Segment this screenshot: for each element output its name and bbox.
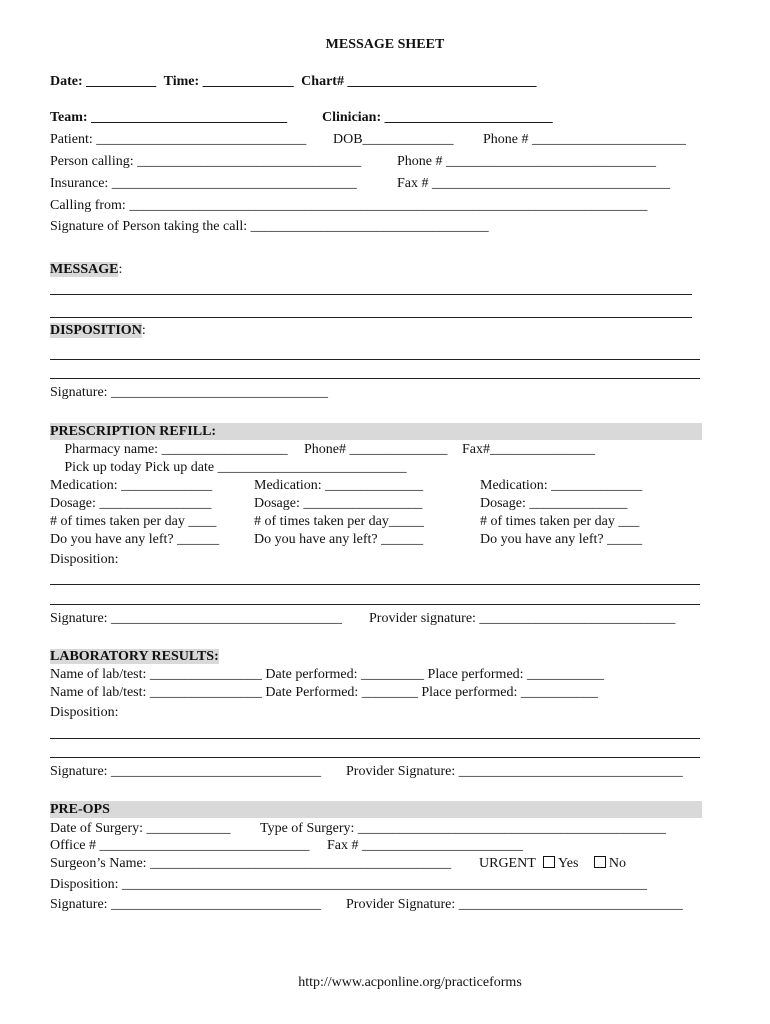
preops-heading: PRE-OPS: [50, 802, 110, 817]
lab-disposition-line-2[interactable]: [50, 757, 700, 758]
footer-url[interactable]: http://www.acponline.org/practiceforms: [298, 975, 522, 990]
refill-disposition-line-1[interactable]: [50, 584, 700, 585]
pharmacy-phone-field[interactable]: Phone# ______________: [304, 442, 448, 457]
urgent-no-checkbox[interactable]: [594, 856, 606, 868]
times-taken-field[interactable]: # of times taken per day ___: [480, 514, 640, 529]
disposition-line-1[interactable]: [50, 359, 700, 360]
disposition-line-2[interactable]: [50, 378, 700, 379]
medication-column-2: [254, 477, 424, 549]
refill-signature-field[interactable]: Signature: _________________________________: [50, 611, 343, 626]
any-left-field[interactable]: Do you have any left? ______: [254, 532, 424, 547]
team-field[interactable]: Team: ____________________________: [50, 110, 288, 125]
patient-field[interactable]: Patient: ______________________________: [50, 132, 307, 147]
times-taken-field[interactable]: # of times taken per day ____: [50, 514, 217, 529]
urgent-yes-label: Yes: [558, 856, 579, 871]
dob-field[interactable]: DOB_____________: [333, 132, 454, 147]
lab-heading: [50, 648, 219, 666]
message-line-1[interactable]: [50, 294, 692, 295]
clinician-field[interactable]: Clinician: ________________________: [322, 110, 553, 125]
disposition-signature-field[interactable]: Signature: _______________________________: [50, 385, 329, 400]
preops-signature-field[interactable]: Signature: ______________________________: [50, 897, 322, 912]
lab-provider-signature-field[interactable]: Provider Signature: ________________________________: [346, 764, 683, 779]
lab-label: LABORATORY RESULTS:: [50, 649, 219, 664]
lab-row-2[interactable]: Name of lab/test: ________________ Date Performed: ________ Place performed: ___________: [50, 685, 598, 700]
message-heading: [50, 261, 122, 279]
pickup-field[interactable]: Pick up today Pick up date ___________________________: [50, 460, 393, 475]
insurance-field[interactable]: Insurance: ___________________________________: [50, 176, 357, 191]
refill-provider-signature-field[interactable]: Provider signature: ____________________________: [369, 611, 676, 626]
preops-provider-signature-field[interactable]: Provider Signature: ________________________________: [346, 897, 683, 912]
urgent-group: [479, 855, 626, 873]
team-row: [50, 109, 287, 127]
patient-phone-field[interactable]: Phone # ______________________: [483, 132, 686, 147]
refill-heading: PRESCRIPTION REFILL:: [50, 424, 217, 439]
disposition-heading: [50, 322, 146, 340]
lab-signature-field[interactable]: Signature: ______________________________: [50, 764, 322, 779]
surgery-type-field[interactable]: Type of Surgery: ____________________________________________: [260, 821, 666, 836]
header-row: [50, 73, 536, 91]
insurance-fax-field[interactable]: Fax # __________________________________: [397, 176, 670, 191]
lab-row-1[interactable]: Name of lab/test: ________________ Date performed: _________ Place performed: ___________: [50, 667, 605, 682]
date-field[interactable]: Date: __________: [50, 74, 157, 89]
time-field[interactable]: Time: _____________: [163, 74, 294, 89]
preops-disposition-field[interactable]: Disposition: ___________________________________________________________________________: [50, 877, 647, 892]
calling-from-field[interactable]: Calling from: __________________________________________________________________________: [50, 198, 648, 213]
dosage-field[interactable]: Dosage: _________________: [254, 496, 423, 511]
person-calling-field[interactable]: Person calling: ________________________________: [50, 154, 362, 169]
caller-phone-field[interactable]: Phone # ______________________________: [397, 154, 656, 169]
page-title: MESSAGE SHEET: [325, 37, 445, 52]
medication-column-1: [50, 477, 219, 549]
any-left-field[interactable]: Do you have any left? _____: [480, 532, 643, 547]
urgent-no-label: No: [608, 856, 627, 871]
chart-field[interactable]: Chart# ___________________________: [301, 74, 537, 89]
disposition-label: DISPOSITION: [50, 323, 142, 338]
lab-disposition-line-1[interactable]: [50, 738, 700, 739]
pharmacy-fax-field[interactable]: Fax#_______________: [462, 442, 595, 457]
message-label: MESSAGE: [50, 262, 119, 277]
surgeon-name-field[interactable]: Surgeon’s Name: ___________________________________________: [50, 856, 452, 871]
message-line-2[interactable]: [50, 317, 692, 318]
refill-disposition-label: Disposition:: [50, 552, 119, 567]
office-field[interactable]: Office # ______________________________: [50, 838, 310, 853]
medication-field[interactable]: Medication: ______________: [254, 478, 424, 493]
urgent-yes-checkbox[interactable]: [543, 856, 555, 868]
message-colon: :: [118, 262, 123, 277]
dosage-field[interactable]: Dosage: ________________: [50, 496, 212, 511]
pharmacy-name-field[interactable]: Pharmacy name: __________________: [50, 442, 274, 457]
call-taker-signature-field[interactable]: Signature of Person taking the call: __________________________________: [50, 219, 489, 234]
medication-column-3: [480, 477, 642, 549]
disposition-colon: :: [141, 323, 146, 338]
dosage-field[interactable]: Dosage: ______________: [480, 496, 628, 511]
medication-field[interactable]: Medication: _____________: [50, 478, 213, 493]
any-left-field[interactable]: Do you have any left? ______: [50, 532, 220, 547]
times-taken-field[interactable]: # of times taken per day_____: [254, 514, 424, 529]
lab-disposition-label: Disposition:: [50, 705, 119, 720]
refill-disposition-line-2[interactable]: [50, 604, 700, 605]
medication-field[interactable]: Medication: _____________: [480, 478, 643, 493]
preops-section-bar: [50, 801, 702, 818]
urgent-label: URGENT: [479, 856, 536, 871]
office-fax-field[interactable]: Fax # _______________________: [327, 838, 523, 853]
surgery-date-field[interactable]: Date of Surgery: ____________: [50, 821, 231, 836]
